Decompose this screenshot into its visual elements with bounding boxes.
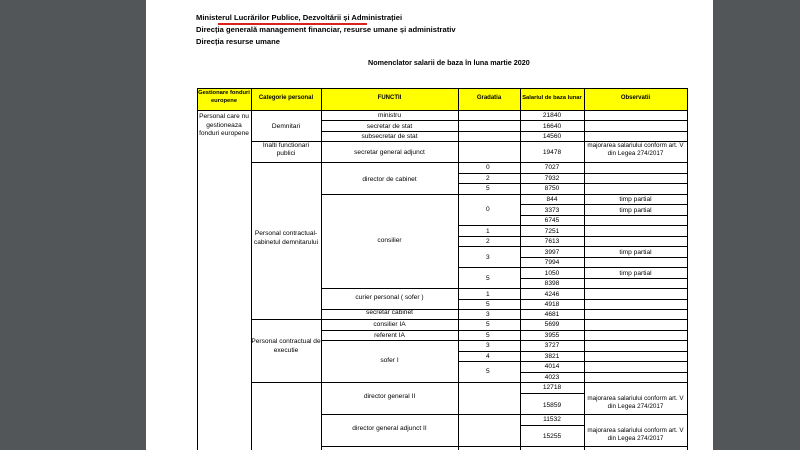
grid-line — [321, 288, 687, 289]
grid-line — [458, 236, 687, 237]
grid-line — [197, 110, 687, 111]
salary-value: 3821 — [544, 353, 560, 360]
grid-line — [321, 194, 687, 195]
grid-line — [520, 372, 687, 373]
observation: timp partial — [619, 196, 652, 203]
salary-value: 3373 — [544, 207, 560, 214]
salary-value: 844 — [546, 196, 558, 203]
gradation: 5 — [486, 301, 490, 308]
grid-line — [321, 330, 687, 331]
ministry-name: Ministerul Lucrărilor Publice, Dezvoltării și Administrației — [196, 13, 403, 22]
observation: majorarea salariului conform art. V din Legea 274/2017 — [587, 427, 684, 443]
salary-value: 11532 — [543, 416, 561, 423]
salary-value: 7251 — [544, 228, 560, 235]
gradation: 0 — [486, 206, 490, 213]
grid-line — [520, 204, 687, 205]
grid-line — [458, 267, 687, 268]
function-ministru: ministru — [377, 112, 402, 119]
grid-line — [321, 88, 322, 450]
gradation: 2 — [486, 238, 490, 245]
document-title: Nomenclator salarii de baza în luna martie 2020 — [368, 58, 530, 67]
function-secretar-general-adjunct: secretar general adjunct — [354, 149, 425, 156]
salary-value: 3727 — [544, 342, 560, 349]
salary-value: 12718 — [542, 384, 562, 391]
salary-value: 7932 — [544, 175, 560, 182]
grid-line — [251, 88, 252, 450]
grid-line — [520, 278, 687, 279]
gradation: 0 — [486, 164, 490, 171]
observation: majorarea salariului conform art. V din Legea 274/2017 — [587, 142, 684, 158]
gradation: 1 — [486, 291, 490, 298]
gradation: 3 — [486, 342, 490, 349]
category-executie: Personal contractual de executie — [251, 338, 321, 354]
category-inalti-functionari: Inalti functionari publici — [262, 142, 310, 158]
salary-value: 7994 — [544, 259, 560, 266]
grid-line — [520, 88, 521, 450]
gradation: 5 — [486, 321, 490, 328]
salary-value: 7613 — [544, 238, 560, 245]
salary-value: 4246 — [544, 291, 560, 298]
salary-value: 19478 — [542, 149, 562, 156]
function-curier: curier personal ( sofer ) — [355, 294, 424, 301]
observation: timp partial — [619, 207, 652, 214]
grid-line — [458, 183, 687, 184]
observation: majorarea salariului conform art. V din Legea 274/2017 — [587, 395, 684, 411]
grid-line — [458, 88, 459, 450]
grid-line — [321, 340, 687, 341]
salary-value: 4014 — [544, 363, 560, 370]
salary-value: 21840 — [542, 112, 562, 119]
grid-line — [458, 173, 687, 174]
observation: timp partial — [619, 249, 652, 256]
directorate-general: Direcția generală management financiar, resurse umane și administrativ — [196, 25, 456, 34]
salary-value: 5699 — [544, 321, 560, 328]
gradation: 3 — [486, 254, 490, 261]
salary-value: 16640 — [542, 123, 562, 130]
header-base-salary: Salariul de baza lunar — [522, 95, 582, 101]
grid-line — [251, 319, 687, 320]
header-eu-funds: Gestionare fonduri europene — [198, 90, 250, 104]
grid-line — [197, 88, 198, 450]
function-consilier: consilier — [377, 237, 402, 244]
header-gradation: Gradatia — [476, 95, 502, 101]
function-sofer: sofer I — [380, 357, 399, 364]
function-director-general-adjunct: director general adjunct II — [352, 425, 427, 432]
gradation: 5 — [486, 275, 490, 282]
salary-value: 4023 — [544, 374, 560, 381]
gradation: 4 — [486, 353, 490, 360]
gradation: 2 — [486, 175, 490, 182]
salary-value: 8750 — [544, 185, 560, 192]
salary-value: 15859 — [542, 402, 562, 409]
salary-value: 1050 — [544, 270, 560, 277]
grid-line — [458, 351, 687, 352]
salary-value: 3997 — [544, 249, 560, 256]
grid-line — [251, 382, 687, 383]
grid-line — [458, 225, 687, 226]
salary-value: 6745 — [544, 217, 560, 224]
header-category: Categorie personal — [258, 95, 314, 101]
salary-value: 7027 — [544, 164, 560, 171]
grid-line — [321, 446, 687, 447]
gradation: 3 — [486, 311, 490, 318]
function-director-general: director general II — [363, 393, 416, 400]
document-page — [146, 0, 713, 450]
header-observations: Observatii — [620, 95, 651, 101]
grid-line — [321, 309, 687, 310]
function-director-cabinet: director de cabinet — [362, 176, 417, 183]
group-no-eu-funds: Personal care nu gestioneaza fonduri europene — [199, 113, 249, 138]
grid-line — [520, 215, 687, 216]
grid-line — [520, 393, 584, 394]
directorate-name: Direcția resurse umane — [196, 37, 280, 46]
grid-line — [321, 120, 687, 121]
salary-value: 4681 — [544, 311, 560, 318]
category-demnitari: Demnitari — [271, 123, 301, 130]
grid-line — [321, 131, 687, 132]
salary-value: 15255 — [542, 433, 562, 440]
gradation: 1 — [486, 228, 490, 235]
grid-line — [458, 299, 687, 300]
grid-line — [458, 361, 687, 362]
function-referent-ia: referent IA — [374, 332, 405, 339]
grid-line — [251, 141, 687, 142]
grid-line — [321, 414, 687, 415]
grid-line — [251, 162, 687, 163]
category-cabinet: Personal contractual-cabinetul demnitarului — [253, 230, 319, 246]
function-secretar-stat: secretar de stat — [366, 123, 413, 130]
function-secretar-cabinet: secretar cabinet — [366, 309, 413, 316]
grid-line — [520, 425, 584, 426]
function-subsecretar-stat: subsecretar de stat — [361, 133, 418, 140]
gradation: 5 — [486, 368, 490, 375]
grid-line — [458, 246, 687, 247]
salary-value: 8398 — [544, 280, 560, 287]
salary-value: 14560 — [542, 133, 562, 140]
salary-value: 3955 — [544, 332, 560, 339]
grid-line — [520, 257, 687, 258]
salary-value: 4918 — [544, 301, 560, 308]
function-consilier-ia: consilier IA — [373, 321, 406, 328]
gradation: 5 — [486, 332, 490, 339]
grid-line — [584, 88, 585, 450]
gradation: 5 — [486, 185, 490, 192]
grid-line — [687, 88, 688, 450]
grid-line — [197, 88, 687, 89]
header-functions: FUNCTII — [377, 95, 402, 101]
observation: timp partial — [619, 270, 652, 277]
